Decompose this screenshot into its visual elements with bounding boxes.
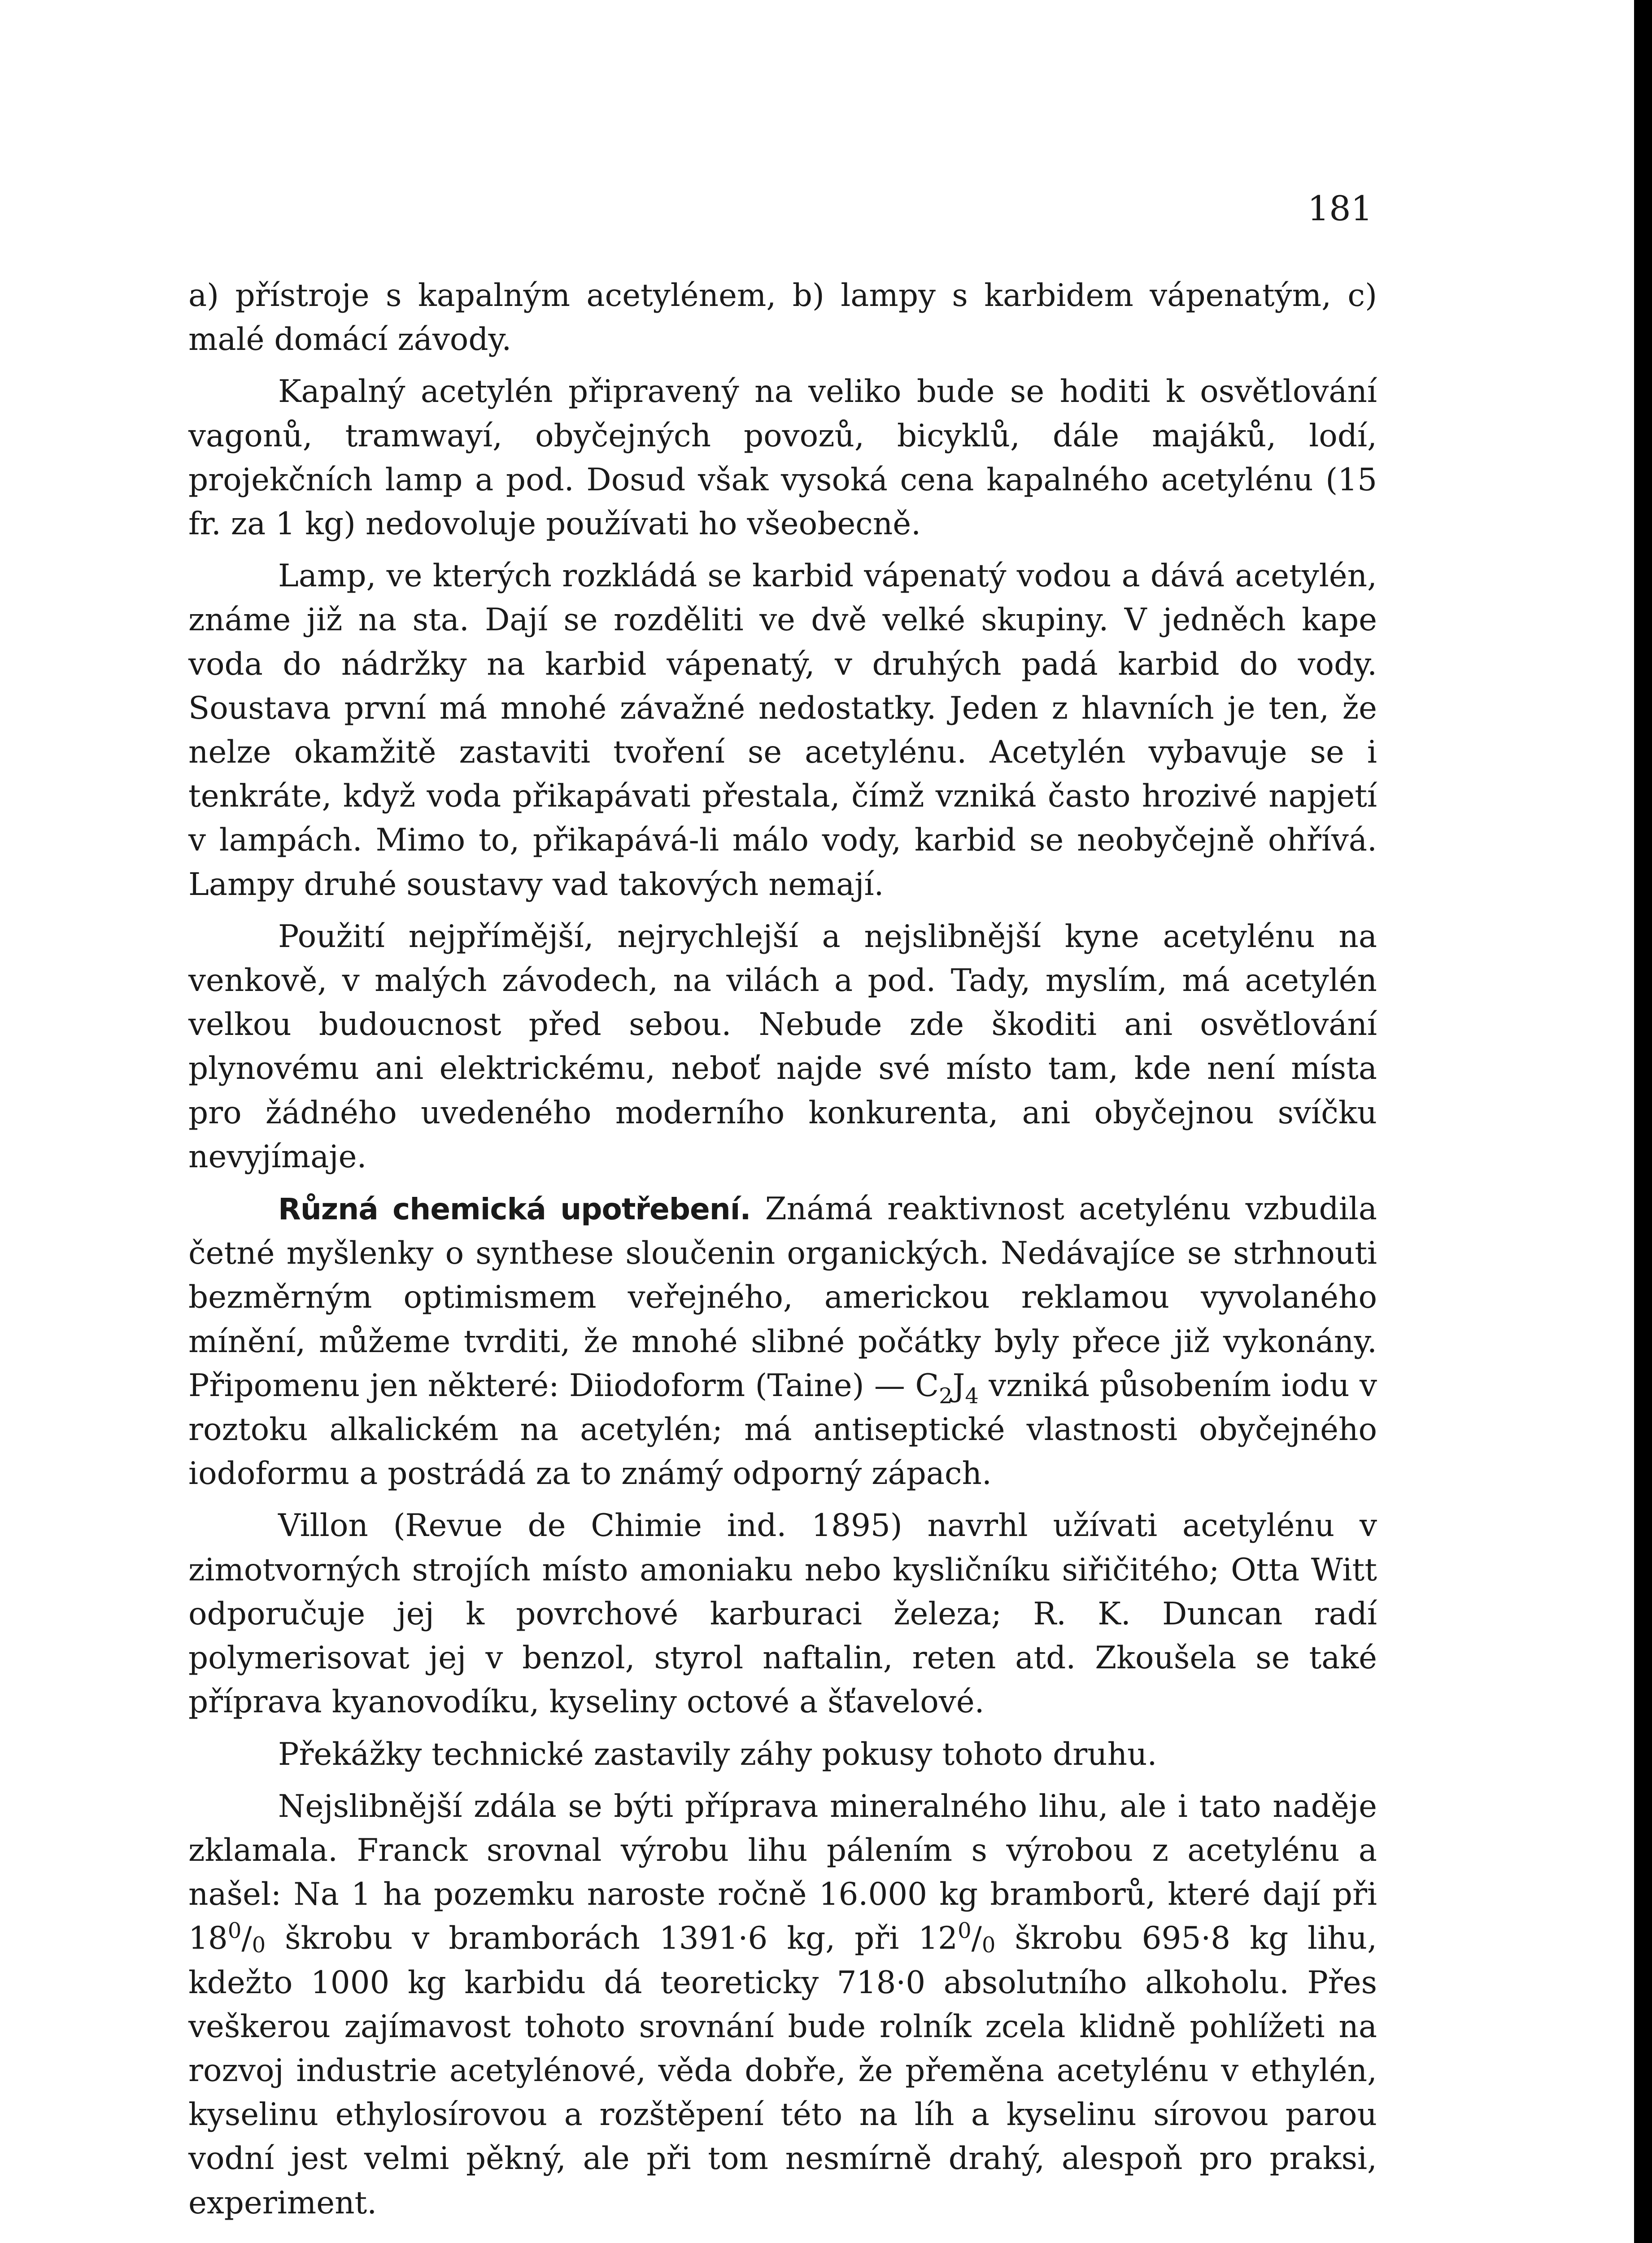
paragraph-3: Lamp, ve kterých rozkládá se karbid vápenatý vodou a dává acetylén, známe již na sta. Dají se rozděliti ve dvě velké skupiny. V jedněch kape voda do nádržky na karbid vápenatý, v druhých padá karbid do vody. Soustava první má mnohé závažné nedostatky. Jeden z hlavních je ten, že nelze okamžitě zastaviti tvoření se acetylénu. Acetylén vybavuje se i tenkráte, když voda přikapávati přestala, čímž vzniká často hrozivé napjetí v lampách. Mimo to, přikapává-li málo vody, karbid se neobyčejně ohřívá. Lampy druhé soustavy vad takových nemají. — [188, 558, 1377, 903]
subscript-2: 2 — [939, 1383, 953, 1409]
section-heading: Různá chemická upotřebení. — [278, 1192, 751, 1227]
paragraph-8 — [188, 1785, 1377, 2225]
body-text — [188, 274, 1377, 2233]
paragraph-7: Překážky technické zastavily záhy pokusy tohoto druhu. — [278, 1736, 1157, 1772]
page-number: 181 — [1307, 188, 1373, 228]
percent-den-2: 0 — [981, 1933, 996, 1958]
paragraph-8-text-a: Nejslibnější zdála se býti příprava mineralného lihu, ale i tato naděje zklamala. Franck srovnal výrobu lihu pálením s výrobou z acetylénu a našel: Na 1 ha pozemku naroste ročně 16.000 kg bramborů, které dají při 18 — [188, 1788, 1377, 1957]
paragraph-5-text-a: Známá reaktivnost acetylénu vzbudila četné myšlenky o synthese sloučenin organických. Nedávajíce se strhnouti bezměrným optimismem veřejného, americkou reklamou vyvolaného mínění, můžeme tvrditi, že mnohé slibné počátky byly přece již vykonány. Připomenu jen některé: Diiodoform (Taine) — C — [188, 1191, 1377, 1404]
percent-slash-2: / — [971, 1920, 982, 1957]
subscript-4: 4 — [965, 1383, 979, 1409]
paragraph-1: a) přístroje s kapalným acetylénem, b) lampy s karbidem vápenatým, c) malé domácí závody. — [188, 278, 1377, 358]
percent-sup-2: 0 — [958, 1918, 972, 1944]
paragraph-5 — [188, 1187, 1377, 1496]
paragraph-5-text-c: vzniká působením iodu v roztoku alkalickém na acetylén; má antiseptické vlastnosti obyčejného iodoformu a postrádá za to známý odporný zápach. — [188, 1367, 1377, 1492]
percent-sup-1: 0 — [227, 1918, 242, 1944]
paragraph-8-text-b: škrobu v bramborách 1391·6 kg, při 12 — [266, 1920, 958, 1957]
paragraph-6: Villon (Revue de Chimie ind. 1895) navrhl užívati acetylénu v zimotvorných strojích místo amoniaku nebo kysličníku siřičitého; Otta Witt odporučuje jej k povrchové karburaci železa; R. K. Duncan radí polymerisovat jej v benzol, styrol naftalin, reten atd. Zkoušela se také příprava kyanovodíku, kyseliny octové a šťavelové. — [188, 1508, 1377, 1720]
paragraph-5-text-b: J — [952, 1367, 965, 1404]
percent-slash-1: / — [241, 1920, 252, 1957]
paragraph-8-text-c: škrobu 695·8 kg lihu, kdežto 1000 kg karbidu dá teoreticky 718·0 absolutního alkoholu. Přes veškerou zajímavost tohoto srovnání bude rolník zcela klidně pohlížeti na rozvoj industrie acetylénové, věda dobře, že přeměna acetylénu v ethylén, kyselinu ethylosírovou a rozštěpení této na líh a kyselinu sírovou parou vodní jest velmi pěkný, ale při tom nesmírně drahý, alespoň pro praksi, experiment. — [188, 1920, 1377, 2221]
paragraph-2: Kapalný acetylén připravený na veliko bude se hoditi k osvětlování vagonů, tramwayí, obyčejných povozů, bicyklů, dále majáků, lodí, projekčních lamp a pod. Dosud však vysoká cena kapalného acetylénu (15 fr. za 1 kg) nedovoluje používati ho všeobecně. — [188, 374, 1377, 542]
paragraph-4: Použití nejpřímější, nejrychlejší a nejslibnější kyne acetylénu na venkově, v malých závodech, na vilách a pod. Tady, myslím, má acetylén velkou budoucnost před sebou. Nebude zde škoditi ani osvětlování plynovému ani elektrickému, neboť najde své místo tam, kde není místa pro žádného uvedeného moderního konkurenta, ani obyčejnou svíčku nevyjímaje. — [188, 918, 1377, 1175]
percent-den-1: 0 — [252, 1933, 266, 1958]
